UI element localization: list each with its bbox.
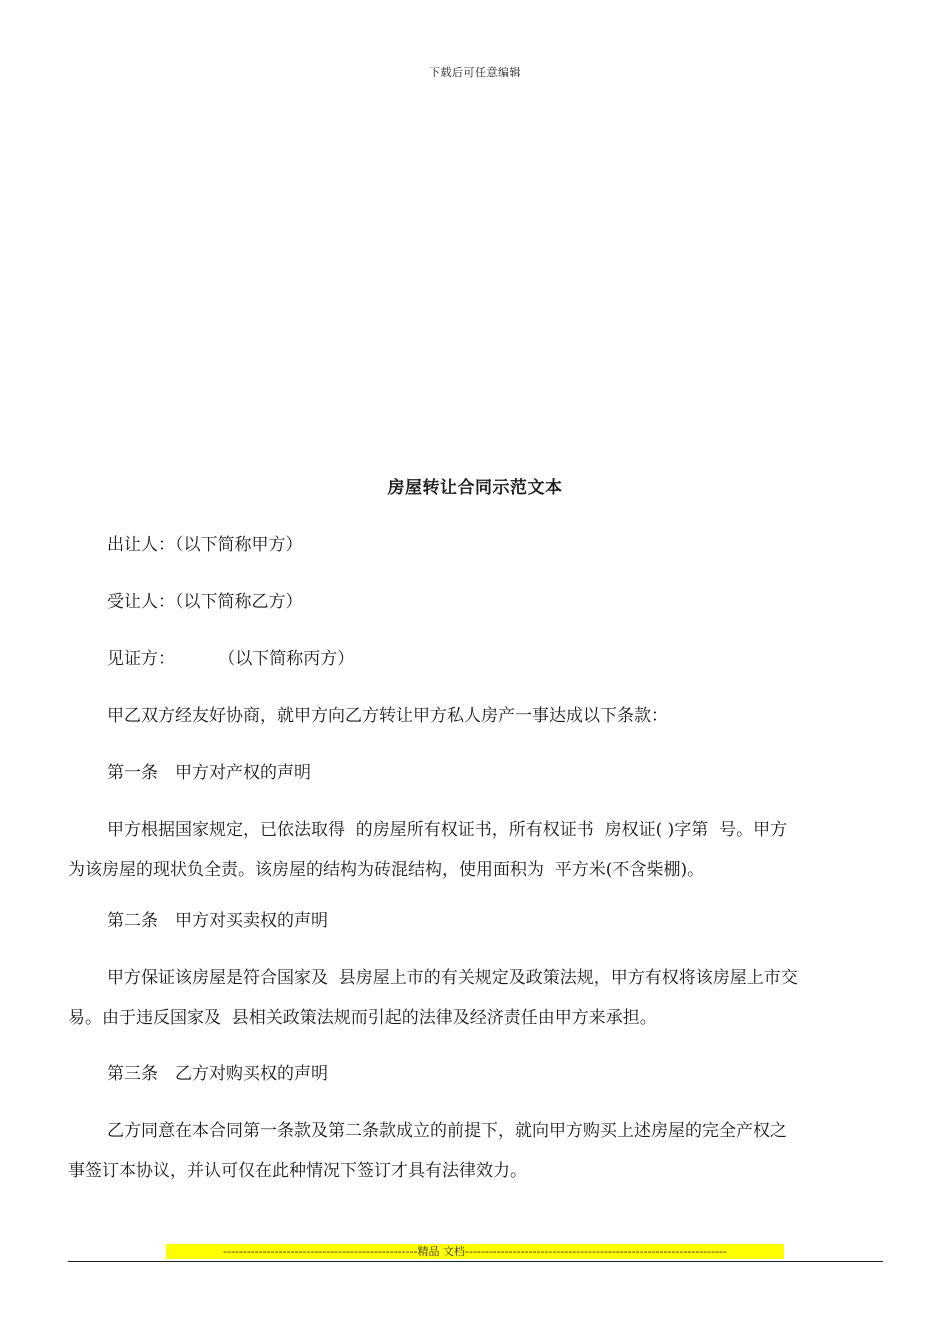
article-3-heading: 第三条 乙方对购买权的声明: [107, 1064, 328, 1084]
document-title: 房屋转让合同示范文本: [387, 478, 563, 498]
article-1-heading: 第一条 甲方对产权的声明: [107, 763, 311, 783]
article-2-heading: 第二条 甲方对买卖权的声明: [107, 911, 328, 931]
article-2-body: [68, 958, 883, 1038]
article-3-line-1: 乙方同意在本合同第一条款及第二条款成立的前提下，就向甲方购买上述房屋的完全产权之: [107, 1121, 787, 1141]
header-note: 下载后可任意编辑: [429, 66, 521, 79]
intro-paragraph: 甲乙双方经友好协商，就甲方向乙方转让甲方私人房产一事达成以下条款：: [107, 706, 668, 726]
buyer-line: 受让人：（以下简称乙方）: [107, 592, 303, 612]
witness-line: 见证方： （以下简称丙方）: [107, 649, 355, 669]
article-1-body: [68, 810, 883, 890]
footer-banner: -------------------------------------------------精品 文档------------------------------------------------------------------: [166, 1244, 784, 1259]
article-2-line-2: 易。由于违反国家及 县相关政策法规而引起的法律及经济责任由甲方来承担。: [68, 1008, 657, 1028]
article-1-line-1: 甲方根据国家规定，已依法取得 的房屋所有权证书，所有权证书 房权证( )字第 号。甲方: [107, 820, 788, 840]
article-3-line-2: 事签订本协议，并认可仅在此种情况下签订才具有法律效力。: [68, 1161, 527, 1181]
seller-line: 出让人：（以下简称甲方）: [107, 535, 303, 555]
article-2-line-1: 甲方保证该房屋是符合国家及 县房屋上市的有关规定及政策法规，甲方有权将该房屋上市交: [107, 968, 798, 988]
footer-divider: [68, 1261, 883, 1262]
article-3-body: [68, 1111, 883, 1191]
article-1-line-2: 为该房屋的现状负全责。该房屋的结构为砖混结构，使用面积为 平方米(不含柴棚)。: [68, 860, 705, 880]
